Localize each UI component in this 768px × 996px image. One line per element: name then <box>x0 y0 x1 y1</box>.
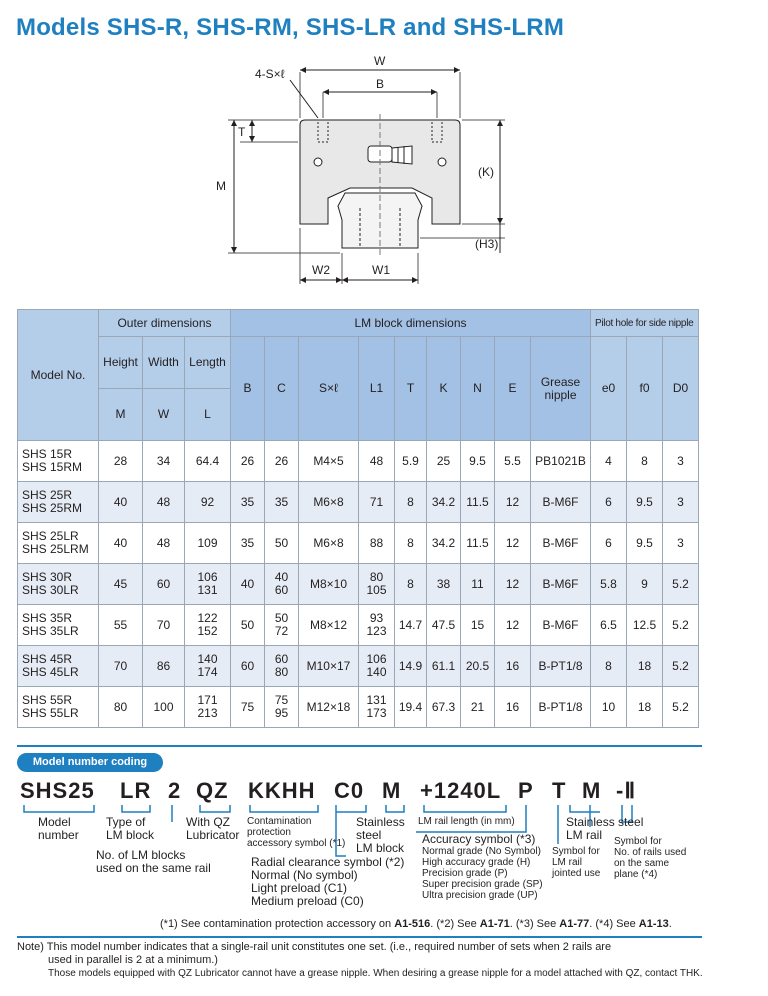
cell-grease: B-M6F <box>531 605 591 646</box>
header-model-no: Model No. <box>18 310 99 441</box>
cell-w: 60 <box>143 564 185 605</box>
cell-n: 11 <box>461 564 495 605</box>
cell-model: SHS 55R SHS 55LR <box>18 687 99 728</box>
code-part-accuracy: P <box>518 778 534 803</box>
dim-label-K: (K) <box>478 165 494 179</box>
cell-b: 40 <box>231 564 265 605</box>
label-num-blocks: No. of LM blocks used on the same rail <box>96 848 211 875</box>
cell-l1: 131 173 <box>359 687 395 728</box>
dim-label-screw: 4-S×ℓ <box>255 67 285 81</box>
cell-e: 16 <box>495 687 531 728</box>
cell-e0: 10 <box>591 687 627 728</box>
dim-label-B: B <box>376 77 385 91</box>
table-row <box>18 441 699 482</box>
header-SxL: S×ℓ <box>299 337 359 441</box>
header-W: W <box>143 389 185 441</box>
cell-m: 28 <box>99 441 143 482</box>
cell-n: 11.5 <box>461 523 495 564</box>
cell-grease: B-M6F <box>531 564 591 605</box>
section-rule <box>17 745 702 747</box>
cell-m: 55 <box>99 605 143 646</box>
cell-c: 26 <box>265 441 299 482</box>
label-num-rails: Symbol for No. of rails used on the same plane (*4) <box>614 836 687 880</box>
table-row <box>18 523 699 564</box>
cell-grease: B-M6F <box>531 523 591 564</box>
note-rule <box>17 936 702 938</box>
header-length: Length <box>185 337 231 389</box>
code-part-series: SHS25 <box>20 778 95 803</box>
cell-t: 14.7 <box>395 605 427 646</box>
dim-label-H3: (H3) <box>475 237 499 251</box>
cell-d0: 5.2 <box>663 646 699 687</box>
cell-c: 60 80 <box>265 646 299 687</box>
cell-l1: 48 <box>359 441 395 482</box>
cell-model: SHS 35R SHS 35LR <box>18 605 99 646</box>
header-f0: f0 <box>627 337 663 441</box>
header-K: K <box>427 337 461 441</box>
cell-f0: 9.5 <box>627 482 663 523</box>
note-line-2: used in parallel is 2 at a minimum.) <box>48 954 218 966</box>
cell-s: M10×17 <box>299 646 359 687</box>
cell-c: 40 60 <box>265 564 299 605</box>
table-row <box>18 646 699 687</box>
note-line-3: Those models equipped with QZ Lubricator cannot have a grease nipple. When desiring a grease nipple for a model attached with QZ, contact THK. <box>48 968 703 979</box>
cell-m: 40 <box>99 482 143 523</box>
header-C: C <box>265 337 299 441</box>
dim-label-W1: W1 <box>372 263 390 277</box>
dim-label-T: T <box>238 125 246 139</box>
cell-k: 34.2 <box>427 482 461 523</box>
cell-e0: 4 <box>591 441 627 482</box>
cell-k: 25 <box>427 441 461 482</box>
ref-link-4[interactable]: A1-13 <box>638 918 669 930</box>
cell-e0: 8 <box>591 646 627 687</box>
cell-n: 20.5 <box>461 646 495 687</box>
cell-l: 171 213 <box>185 687 231 728</box>
label-qz-lubricator: With QZ Lubricator <box>186 815 240 842</box>
cell-l1: 88 <box>359 523 395 564</box>
header-outer-dimensions: Outer dimensions <box>99 310 231 337</box>
cell-grease: B-PT1/8 <box>531 646 591 687</box>
cell-s: M8×12 <box>299 605 359 646</box>
header-height: Height <box>99 337 143 389</box>
cell-e0: 6 <box>591 482 627 523</box>
cell-l: 64.4 <box>185 441 231 482</box>
label-stainless-rail: Stainless steel LM rail <box>566 815 644 842</box>
cell-b: 35 <box>231 523 265 564</box>
cell-f0: 9.5 <box>627 523 663 564</box>
cell-b: 26 <box>231 441 265 482</box>
code-part-contamination: KKHH <box>248 778 316 803</box>
cell-t: 8 <box>395 564 427 605</box>
cell-s: M4×5 <box>299 441 359 482</box>
dim-label-W: W <box>374 54 386 68</box>
label-stainless-block: Stainless steel LM block <box>356 815 405 855</box>
cell-f0: 12.5 <box>627 605 663 646</box>
code-part-rail-length: +1240L <box>420 778 502 803</box>
cell-model: SHS 30R SHS 30LR <box>18 564 99 605</box>
label-rail-length: LM rail length (in mm) <box>418 816 515 827</box>
ref-link-3[interactable]: A1-77 <box>559 918 590 930</box>
cell-s: M12×18 <box>299 687 359 728</box>
cell-model: SHS 25LR SHS 25LRM <box>18 523 99 564</box>
cell-e: 12 <box>495 523 531 564</box>
ref-link-2[interactable]: A1-71 <box>479 918 510 930</box>
cell-f0: 18 <box>627 646 663 687</box>
header-D0: D0 <box>663 337 699 441</box>
code-part-block-type: LR <box>120 778 152 803</box>
table-row <box>18 482 699 523</box>
cell-c: 50 72 <box>265 605 299 646</box>
cell-w: 48 <box>143 523 185 564</box>
cell-t: 8 <box>395 482 427 523</box>
cell-w: 86 <box>143 646 185 687</box>
cell-m: 70 <box>99 646 143 687</box>
cell-e: 12 <box>495 482 531 523</box>
label-contamination: Contamination protection accessory symbol (*1) <box>247 816 346 849</box>
coding-heading: Model number coding <box>17 753 163 772</box>
code-part-num-blocks: 2 <box>168 778 182 803</box>
cell-s: M8×10 <box>299 564 359 605</box>
cell-f0: 18 <box>627 687 663 728</box>
coding-footnote: (*1) See contamination protection accessory on A1-516. (*2) See A1-71. (*3) See A1-77. (*4) See A1-13. <box>160 918 672 930</box>
label-lm-block-type: Type of LM block <box>106 815 155 842</box>
cell-b: 75 <box>231 687 265 728</box>
cell-t: 5.9 <box>395 441 427 482</box>
dim-label-M: M <box>216 179 226 193</box>
dim-label-W2: W2 <box>312 263 330 277</box>
note-line-1: Note) This model number indicates that a single-rail unit constitutes one set. (i.e., required number of sets when 2 rails are <box>17 941 612 953</box>
cell-k: 67.3 <box>427 687 461 728</box>
header-L1: L1 <box>359 337 395 441</box>
cell-f0: 8 <box>627 441 663 482</box>
code-part-jointed: M <box>582 778 602 803</box>
cell-c: 35 <box>265 482 299 523</box>
cell-k: 38 <box>427 564 461 605</box>
table-row <box>18 564 699 605</box>
cell-l: 109 <box>185 523 231 564</box>
cell-c: 75 95 <box>265 687 299 728</box>
label-radial-clearance: Radial clearance symbol (*2) Normal (No symbol) Light preload (C1) Medium preload (C0) <box>251 855 405 908</box>
cell-e0: 6 <box>591 523 627 564</box>
cell-b: 60 <box>231 646 265 687</box>
cell-m: 40 <box>99 523 143 564</box>
cell-model: SHS 25R SHS 25RM <box>18 482 99 523</box>
cell-c: 50 <box>265 523 299 564</box>
cell-l: 122 152 <box>185 605 231 646</box>
cell-w: 100 <box>143 687 185 728</box>
table-row <box>18 687 699 728</box>
cell-l: 106 131 <box>185 564 231 605</box>
ref-link-1[interactable]: A1-516 <box>394 918 431 930</box>
cell-t: 19.4 <box>395 687 427 728</box>
code-part-num-rails: -Ⅱ <box>616 778 637 803</box>
cell-s: M6×8 <box>299 523 359 564</box>
cell-l1: 106 140 <box>359 646 395 687</box>
header-pilot-hole: Pilot hole for side nipple <box>591 310 699 337</box>
cell-d0: 3 <box>663 482 699 523</box>
dimensions-table-body <box>18 441 699 728</box>
label-jointed-use: Symbol for LM rail jointed use <box>552 846 601 879</box>
cell-k: 61.1 <box>427 646 461 687</box>
cell-model: SHS 45R SHS 45LR <box>18 646 99 687</box>
cell-m: 45 <box>99 564 143 605</box>
dimensions-table <box>17 309 699 728</box>
cell-b: 50 <box>231 605 265 646</box>
label-accuracy: Accuracy symbol (*3) Normal grade (No Symbol) High accuracy grade (H) Precision grade (P) Super precision grade (SP) Ultra precision grade (UP) <box>422 832 543 901</box>
cell-e: 12 <box>495 564 531 605</box>
cell-t: 14.9 <box>395 646 427 687</box>
cell-e: 12 <box>495 605 531 646</box>
cell-l1: 71 <box>359 482 395 523</box>
cell-n: 21 <box>461 687 495 728</box>
cell-w: 34 <box>143 441 185 482</box>
code-part-qz: QZ <box>196 778 229 803</box>
cell-d0: 5.2 <box>663 687 699 728</box>
cell-l: 140 174 <box>185 646 231 687</box>
cell-n: 11.5 <box>461 482 495 523</box>
page-title: Models SHS-R, SHS-RM, SHS-LR and SHS-LRM <box>16 14 565 41</box>
cell-grease: B-PT1/8 <box>531 687 591 728</box>
cell-k: 34.2 <box>427 523 461 564</box>
header-grease-nipple: Grease nipple <box>531 337 591 441</box>
code-part-stainless-rail: T <box>552 778 567 803</box>
cell-l1: 93 123 <box>359 605 395 646</box>
header-L: L <box>185 389 231 441</box>
cell-w: 48 <box>143 482 185 523</box>
cell-n: 9.5 <box>461 441 495 482</box>
cell-k: 47.5 <box>427 605 461 646</box>
cell-d0: 3 <box>663 523 699 564</box>
cell-m: 80 <box>99 687 143 728</box>
header-B: B <box>231 337 265 441</box>
cell-e0: 6.5 <box>591 605 627 646</box>
cross-section-drawing <box>0 48 768 298</box>
cell-b: 35 <box>231 482 265 523</box>
cell-d0: 3 <box>663 441 699 482</box>
cell-t: 8 <box>395 523 427 564</box>
cell-e: 16 <box>495 646 531 687</box>
cell-l1: 80 105 <box>359 564 395 605</box>
table-row <box>18 605 699 646</box>
lm-rail-outline <box>338 193 422 248</box>
header-e0: e0 <box>591 337 627 441</box>
code-part-clearance: C0 <box>334 778 365 803</box>
cell-f0: 9 <box>627 564 663 605</box>
cell-model: SHS 15R SHS 15RM <box>18 441 99 482</box>
header-T: T <box>395 337 427 441</box>
header-M: M <box>99 389 143 441</box>
header-E: E <box>495 337 531 441</box>
cell-e0: 5.8 <box>591 564 627 605</box>
cell-s: M6×8 <box>299 482 359 523</box>
cell-n: 15 <box>461 605 495 646</box>
cell-grease: B-M6F <box>531 482 591 523</box>
header-N: N <box>461 337 495 441</box>
label-model-number: Model number <box>38 815 79 842</box>
cell-l: 92 <box>185 482 231 523</box>
cell-e: 5.5 <box>495 441 531 482</box>
code-part-stainless-block: M <box>382 778 402 803</box>
header-lm-block-dimensions: LM block dimensions <box>231 310 591 337</box>
cell-d0: 5.2 <box>663 605 699 646</box>
cell-w: 70 <box>143 605 185 646</box>
cell-d0: 5.2 <box>663 564 699 605</box>
cell-grease: PB1021B <box>531 441 591 482</box>
header-width: Width <box>143 337 185 389</box>
